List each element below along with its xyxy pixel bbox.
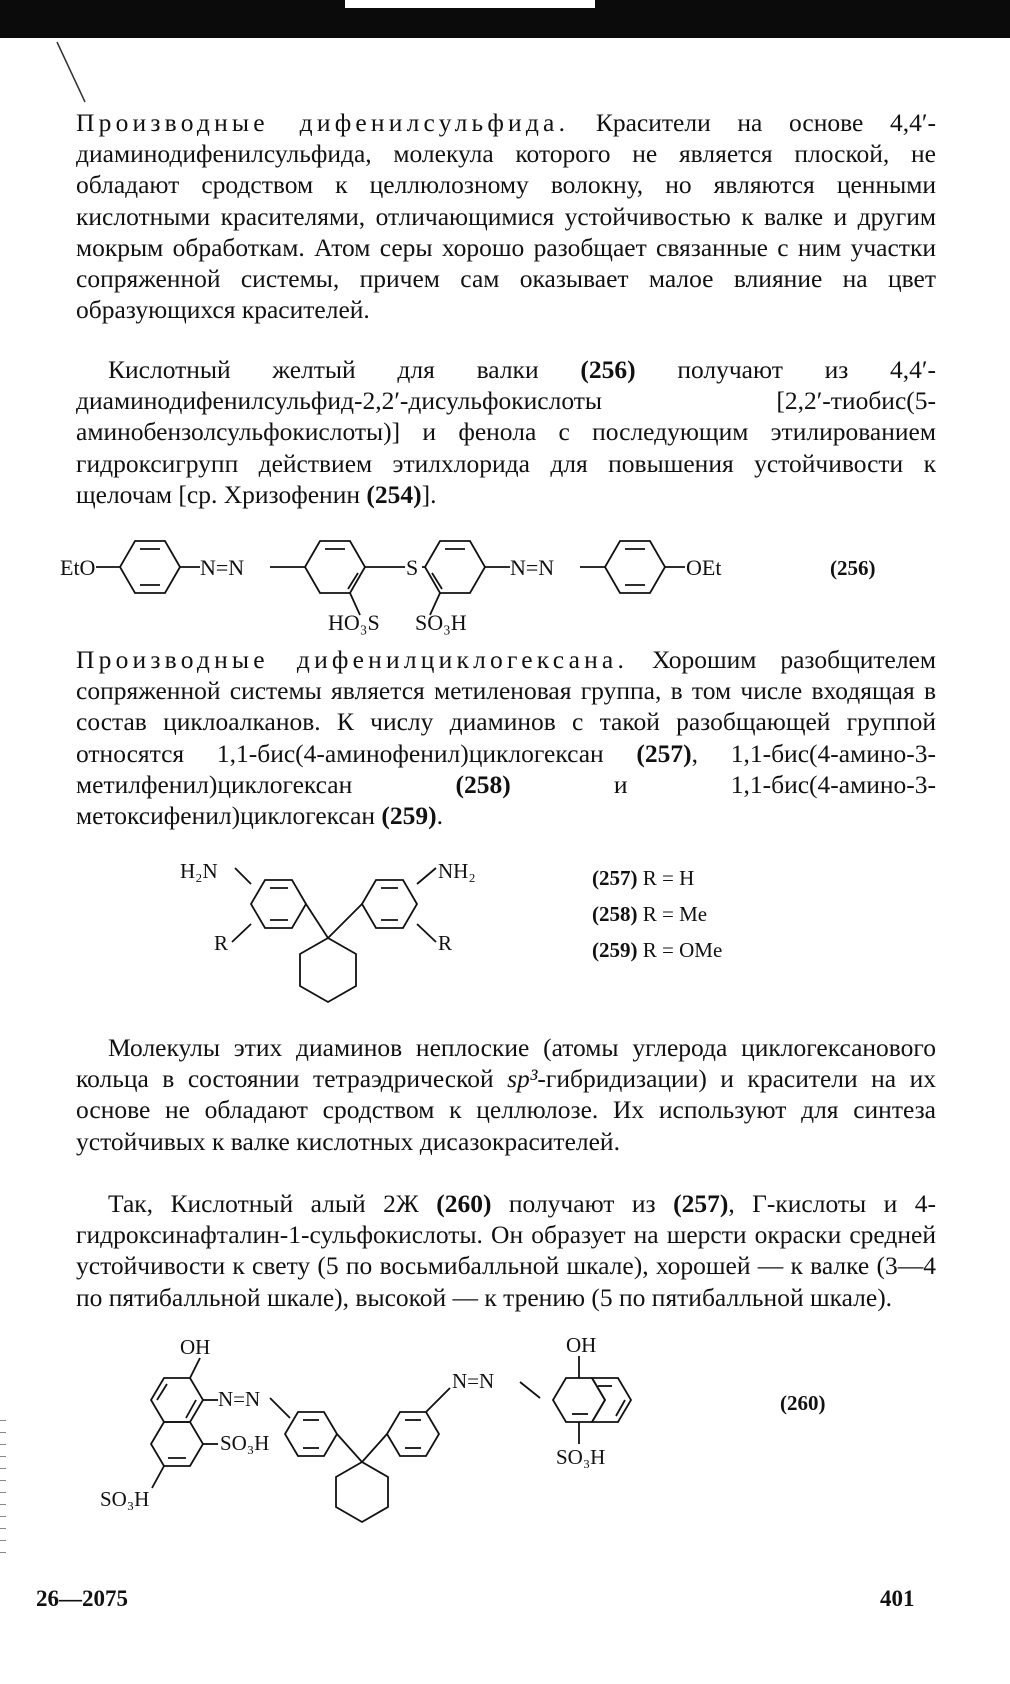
label-nh2: NH₂	[438, 859, 476, 883]
naphthalene-ring	[592, 1378, 631, 1422]
section-heading-diphenylcyclohexane: Производные дифенилциклогексана.	[76, 645, 629, 674]
paragraph-text: Красители на основе 4,4′-диаминодифенилсульфида, молекула которого не является плоской, не обладают сродством к целлюлозному волокну, но являются ценными кислотными красителями, отличающимися устойчивостью к валке и другим мокрым обработкам. Атом серы хорошо разобщает связанные с ним участки сопряженной системы, причем сам оказывает малое влияние на цвет образующихся красителей.	[76, 108, 936, 325]
cyclohexane-ring	[300, 938, 356, 1002]
paragraph-diphenylcyclohexane	[76, 644, 936, 831]
label-azo: N=N	[510, 555, 555, 580]
compound-ref: (259)	[381, 801, 437, 831]
paragraph-text: получают из 4,4′-диаминодифенилсульфид-2,2′-дисульфокислоты [2,2′-тиобис(5-аминобензолсульфокислоты)] и фенола с последующим этилированием гидроксигрупп действием этилхлорида для повышения устойчивости к щелочам [ср. Хризофенин	[76, 355, 937, 509]
label-so3h: SO₃H	[556, 1445, 606, 1469]
compound-ref: (258)	[455, 769, 511, 799]
page-number: 401	[880, 1586, 915, 1611]
compound-number: (258)	[592, 902, 638, 926]
substituent-value: R = Me	[642, 902, 708, 926]
paragraph-text: Молекулы этих диаминов неплоские (атомы углерода циклогексанового кольца в состоянии тетраэдрической	[76, 1033, 936, 1094]
paragraph-acid-scarlet	[76, 1188, 936, 1313]
structure-260	[100, 1338, 920, 1578]
compound-number: (257)	[592, 866, 638, 890]
scan-margin-specks	[0, 1420, 6, 1560]
hybridization: sp³	[507, 1064, 538, 1094]
paragraph-acid-yellow	[76, 354, 936, 510]
label-so3h: SO₃H	[415, 610, 467, 635]
section-heading-diphenylsulfide: Производные дифенилсульфида.	[76, 108, 570, 137]
paragraph-text: Кислотный желтый для валки	[108, 355, 581, 384]
paragraph-text: -гибридизации) и красители на их основе не обладают сродством к целлюлозе. Их используют для синтеза устойчивых к валке кислотных дисазокрасителей.	[76, 1064, 936, 1156]
compound-ref: (256)	[580, 355, 636, 384]
compound-ref: (257)	[636, 738, 692, 768]
cyclohexane-ring	[336, 1462, 388, 1522]
paragraph-text: Так, Кислотный алый 2Ж	[108, 1189, 437, 1218]
paragraph-text: .	[436, 801, 444, 831]
paragraph-text: , 1,1-бис(4-амино-3-метилфенил)циклогексан	[76, 738, 936, 799]
paragraph-text: Хорошим разобщителем сопряженной системы является метиленовая группа, в том числе входящая в состав циклоалканов. К числу диаминов с такой разобщающей группой относятся 1,1-бис(4-аминофенил)циклогексан	[76, 645, 936, 768]
compound-ref: (254)	[366, 479, 422, 509]
label-oet: OEt	[686, 555, 722, 580]
paragraph-text: и 1,1-бис(4-амино-3-метоксифенил)циклогексан	[76, 769, 936, 831]
paragraph-text: ].	[421, 479, 437, 509]
compound-ref: (257)	[673, 1189, 729, 1218]
compound-number-260: (260)	[780, 1391, 826, 1415]
legend-row	[592, 932, 722, 968]
legend-row	[592, 860, 722, 896]
label-so3h: SO₃H	[100, 1487, 150, 1511]
label-azo: N=N	[452, 1369, 495, 1393]
paragraph-diphenylsulfide	[76, 107, 936, 325]
substituent-legend	[592, 860, 722, 968]
scan-border-gap	[345, 0, 595, 8]
benzene-ring	[285, 1412, 337, 1456]
label-so3h: SO₃H	[220, 1431, 270, 1455]
label-r: R	[214, 931, 229, 955]
benzene-ring	[387, 1412, 439, 1456]
legend-row	[592, 896, 722, 932]
substituent-value: R = H	[642, 866, 695, 890]
compound-ref: (260)	[436, 1189, 492, 1218]
label-h2n: H₂N	[180, 859, 218, 883]
substituent-value: R = OMe	[642, 938, 723, 962]
structure-256	[60, 505, 940, 635]
label-eto: EtO	[60, 555, 96, 580]
label-ho3s: HO₃S	[328, 610, 380, 635]
compound-number-256: (256)	[830, 556, 876, 580]
label-sulfur: S	[406, 555, 419, 580]
naphthalene-ring	[553, 1378, 605, 1422]
label-azo: N=N	[218, 1387, 261, 1411]
corner-mark	[55, 40, 95, 110]
label-oh: OH	[566, 1338, 597, 1357]
paragraph-text: , Г-кислоты и 4-гидроксинафталин-1-сульфокислоты. Он образует на шерсти окраски средней устойчивости к свету (5 по восьмибалльной шкале), хорошей — к валке (3—4 по пятибалльной шкале), высокой — к трению (5 по пятибалльной шкале).	[76, 1189, 936, 1312]
compound-number: (259)	[592, 938, 638, 962]
naphthalene-ring	[151, 1422, 203, 1466]
label-azo: N=N	[200, 555, 245, 580]
signature-mark: 26—2075	[36, 1586, 128, 1611]
label-oh: OH	[180, 1338, 211, 1359]
paragraph-text: получают из	[491, 1189, 674, 1218]
label-r: R	[438, 931, 453, 955]
paragraph-nonplanar-diamines	[76, 1032, 936, 1157]
